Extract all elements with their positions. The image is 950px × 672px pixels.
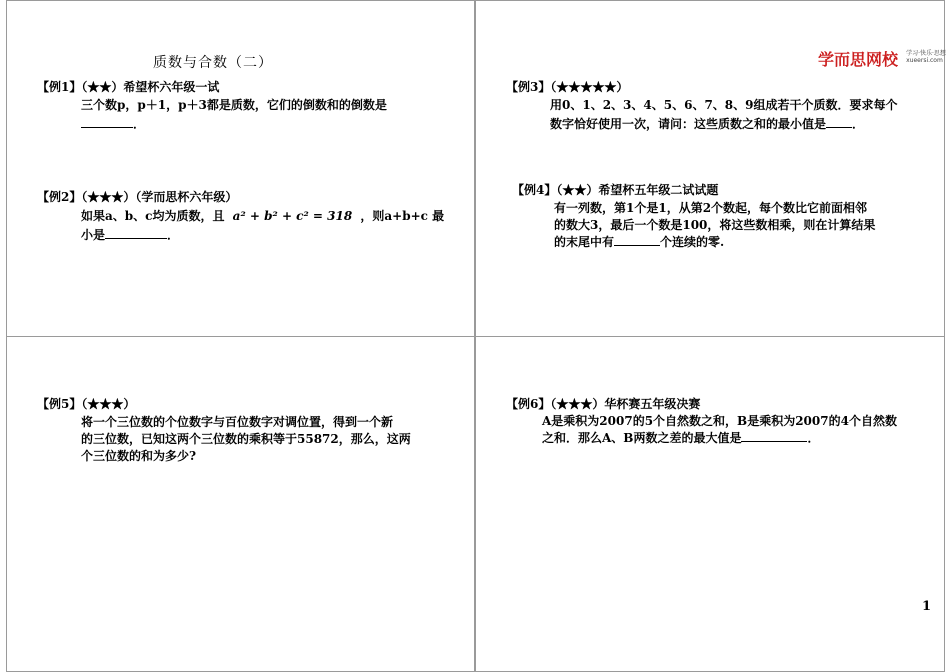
example-4-header <box>512 181 718 198</box>
example-6-stars: （★★★） <box>550 397 605 411</box>
page-number: 1 <box>922 599 932 614</box>
example-3-label: 【例3】 <box>506 80 551 94</box>
slide-top-right <box>475 0 945 337</box>
example-1-line-1: 三个数p，p＋1，p＋3都是质数，它们的倒数和的倒数是 <box>81 98 387 112</box>
example-4-line-2: 的数大3，最后一个数是100，将这些数相乘，则在计算结果 <box>554 218 876 232</box>
example-2-label: 【例2】 <box>37 190 82 204</box>
example-6-text: 之和．那么A、B两数之差的最大值是 <box>542 431 742 445</box>
example-2-source: （学而思杯六年级） <box>135 190 238 204</box>
example-5-stars: （★★★） <box>81 397 136 411</box>
example-5-header <box>37 395 135 412</box>
example-3-line-2 <box>550 116 864 133</box>
example-6-source: 华杯赛五年级决赛 <box>604 397 701 411</box>
example-2-text-c: 小是 <box>81 228 106 242</box>
example-6-punct: ． <box>807 431 820 445</box>
answer-blank <box>614 235 660 246</box>
example-3-line-1: 用0、1、2、3、4、5、6、7、8、9组成若干个质数．要求每个 <box>550 98 898 112</box>
example-4-text-a: 的末尾中有 <box>554 235 615 249</box>
example-1-source: 希望杯六年级一试 <box>123 80 220 94</box>
answer-blank <box>81 117 133 128</box>
example-3-punct: ． <box>852 117 865 131</box>
example-4-source: 希望杯五年级二试试题 <box>598 183 719 197</box>
example-6-header <box>506 395 700 412</box>
slide-bottom-left <box>6 336 475 672</box>
example-6-line-2 <box>542 430 819 447</box>
example-2-stars: （★★★） <box>81 190 136 204</box>
example-3-text: 数字恰好使用一次，请问：这些质数之和的最小值是 <box>550 117 827 131</box>
answer-blank <box>105 228 167 239</box>
example-2-text-a: 如果a、b、c均为质数，且 <box>81 209 225 223</box>
example-5-line-2: 的三位数，已知这两个三位数的乘积等于55872，那么，这两 <box>81 432 411 446</box>
example-2-header <box>37 188 237 205</box>
example-1-punct: ． <box>133 117 146 131</box>
example-4-line-1: 有一列数，第1个是1，从第2个数起，每个数比它前面相邻 <box>554 201 868 215</box>
example-2-punct: ． <box>167 228 180 242</box>
example-5-label: 【例5】 <box>37 397 82 411</box>
slide-bottom-right <box>475 336 945 672</box>
logo-url: xueersi.com <box>906 57 943 64</box>
example-1-header <box>37 78 219 95</box>
example-5-line-3: 个三位数的和为多少? <box>81 449 197 463</box>
slide-top-left <box>6 0 475 337</box>
example-6-label: 【例6】 <box>506 397 551 411</box>
example-2-equation: a² + b² + c² = 318 <box>232 209 353 223</box>
example-6-line-1: A是乘积为2007的5个自然数之和，B是乘积为2007的4个自然数 <box>542 414 897 428</box>
answer-blank <box>826 117 852 128</box>
logo-tagline: 学习·快乐·思想 <box>906 50 946 57</box>
example-1-line-2 <box>81 116 145 133</box>
example-3-header <box>506 78 628 95</box>
example-1-stars: （★★） <box>81 80 124 94</box>
xueersi-logo <box>818 47 946 70</box>
logo-text: 学而思网校 <box>818 50 899 69</box>
example-2-text-b: ，则a+b+c 最 <box>360 209 445 223</box>
example-1-label: 【例1】 <box>37 80 82 94</box>
answer-blank <box>741 431 807 442</box>
example-3-stars: （★★★★★） <box>550 80 629 94</box>
page-title: 质数与合数（二） <box>153 55 273 71</box>
example-4-text-b: 个连续的零. <box>660 235 725 249</box>
example-4-label: 【例4】 <box>512 183 557 197</box>
example-4-line-3 <box>554 234 724 251</box>
example-5-line-1: 将一个三位数的个位数字与百位数字对调位置，得到一个新 <box>81 415 394 429</box>
example-2-line-2 <box>81 227 179 244</box>
example-4-stars: （★★） <box>556 183 599 197</box>
example-2-line-1 <box>81 208 444 225</box>
